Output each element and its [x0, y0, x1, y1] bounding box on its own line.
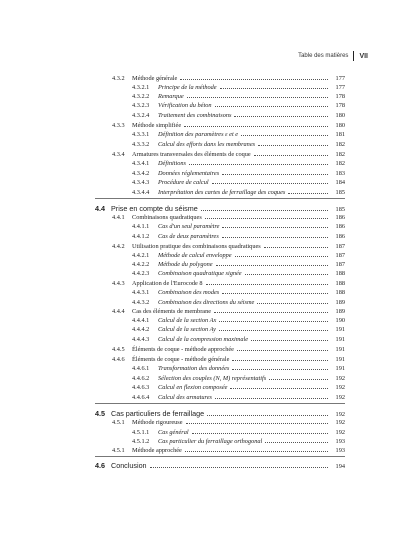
leader-dots — [257, 303, 328, 304]
toc-entry[interactable] — [132, 83, 345, 92]
leader-dots — [241, 135, 328, 136]
toc-entry[interactable] — [112, 355, 345, 364]
leader-dots — [237, 350, 328, 351]
leader-dots — [232, 369, 328, 370]
toc-entry[interactable] — [132, 325, 345, 334]
entry-title: Calcul des efforts dans les membranes — [158, 141, 256, 148]
entry-number: 4.4.2.1 — [132, 252, 150, 259]
entry-number: 4.3.2.3 — [132, 102, 150, 109]
leader-dots — [180, 79, 328, 80]
entry-page: 182 — [335, 141, 345, 148]
toc-entry[interactable] — [112, 150, 345, 159]
section-number: 4.4 — [95, 204, 105, 213]
entry-page: 187 — [335, 252, 345, 259]
toc-entry[interactable] — [112, 242, 345, 251]
leader-dots — [207, 415, 328, 416]
entry-title: Calcul de la section Ax — [158, 317, 217, 324]
leader-dots — [215, 106, 328, 107]
entry-page: 189 — [335, 299, 345, 306]
entry-page: 187 — [335, 243, 345, 250]
leader-dots — [232, 360, 328, 361]
toc-entry[interactable] — [132, 169, 345, 178]
entry-title: Combinaison des directions du séisme — [158, 299, 255, 306]
entry-page: 187 — [335, 261, 345, 268]
leader-dots — [186, 423, 328, 424]
toc-section[interactable] — [95, 203, 345, 214]
entry-number: 4.3.4.1 — [132, 160, 150, 167]
leader-dots — [234, 116, 328, 117]
section-rule — [95, 403, 345, 404]
leader-dots — [235, 256, 328, 257]
leader-dots — [219, 321, 328, 322]
entry-page: 193 — [335, 447, 345, 454]
entry-title: Cas général — [158, 429, 189, 436]
entry-page: 178 — [335, 102, 345, 109]
entry-title: Méthode approchée — [132, 447, 182, 454]
entry-page: 191 — [335, 356, 345, 363]
section-page: 192 — [335, 411, 345, 418]
toc-entry[interactable] — [132, 222, 345, 231]
entry-title: Définitions — [158, 160, 186, 167]
entry-page: 186 — [335, 214, 345, 221]
entry-number: 4.3.2.4 — [132, 112, 150, 119]
section-rule — [95, 198, 345, 199]
toc-entry[interactable] — [132, 260, 345, 269]
leader-dots — [184, 126, 328, 127]
section-rule — [95, 456, 345, 457]
toc-entry[interactable] — [132, 288, 345, 297]
entry-page: 191 — [335, 336, 345, 343]
leader-dots — [251, 340, 328, 341]
section-page: 194 — [335, 463, 345, 470]
toc-section[interactable] — [95, 460, 345, 471]
toc-entry[interactable] — [112, 307, 345, 316]
toc-entry[interactable] — [112, 418, 345, 427]
header-divider — [353, 51, 354, 61]
entry-page: 184 — [335, 179, 345, 186]
entry-title: Calcul en flexion composée — [158, 384, 228, 391]
leader-dots — [222, 174, 328, 175]
page-number: VII — [359, 52, 368, 60]
entry-number: 4.3.4.2 — [132, 170, 150, 177]
section-number: 4.6 — [95, 461, 105, 470]
entry-page: 191 — [335, 346, 345, 353]
entry-number: 4.4.3.1 — [132, 289, 150, 296]
leader-dots — [192, 433, 328, 434]
toc-entry[interactable] — [112, 74, 345, 83]
entry-title: Vérification du béton — [158, 102, 212, 109]
entry-title: Méthode simplifiée — [132, 122, 182, 129]
leader-dots — [205, 218, 328, 219]
entry-title: Calcul de la section Ay — [158, 326, 216, 333]
entry-number: 4.4.6.2 — [132, 375, 150, 382]
entry-number: 4.4.1 — [112, 214, 125, 221]
leader-dots — [288, 193, 328, 194]
entry-page: 177 — [335, 75, 345, 82]
entry-page: 192 — [335, 384, 345, 391]
entry-number: 4.5.1 — [112, 419, 125, 426]
entry-title: Calcul de la compression maximale — [158, 336, 249, 343]
leader-dots — [258, 145, 328, 146]
entry-title: Cas d'un seul paramètre — [158, 223, 220, 230]
entry-page: 192 — [335, 429, 345, 436]
section-page: 185 — [335, 206, 345, 213]
entry-number: 4.5.1.2 — [132, 438, 150, 445]
entry-page: 193 — [335, 438, 345, 445]
entry-page: 191 — [335, 326, 345, 333]
entry-title: Données réglementaires — [158, 170, 220, 177]
toc-entry[interactable] — [132, 364, 345, 373]
entry-number: 4.5.1.1 — [132, 429, 150, 436]
toc-entry[interactable] — [132, 130, 345, 139]
entry-number: 4.3.3.2 — [132, 141, 150, 148]
toc-entry[interactable] — [132, 178, 345, 187]
entry-number: 4.4.2.2 — [132, 261, 150, 268]
entry-title: Méthode de calcul enveloppe — [158, 252, 232, 259]
leader-dots — [245, 274, 328, 275]
leader-dots — [187, 97, 328, 98]
entry-title: Combinaisons quadratiques — [132, 214, 202, 221]
toc-section[interactable] — [95, 408, 345, 419]
entry-title: Combinaison des modes — [158, 289, 220, 296]
entry-page: 190 — [335, 317, 345, 324]
toc-entry[interactable] — [132, 374, 345, 383]
entry-page: 189 — [335, 308, 345, 315]
leader-dots — [220, 88, 328, 89]
leader-dots — [214, 312, 328, 313]
toc-entry[interactable] — [112, 213, 345, 222]
entry-page: 177 — [335, 84, 345, 91]
leader-dots — [269, 379, 328, 380]
toc-entry[interactable] — [132, 251, 345, 260]
entry-number: 4.4.6.1 — [132, 365, 150, 372]
leader-dots — [219, 330, 328, 331]
leader-dots — [215, 398, 328, 399]
entry-title: Définition des paramètres ε et e — [158, 131, 239, 138]
entry-title: Principe de la méthode — [158, 84, 217, 91]
entry-title: Cas particulier du ferraillage orthogonal — [158, 438, 263, 445]
entry-number: 4.5.1 — [112, 447, 125, 454]
entry-page: 180 — [335, 122, 345, 129]
entry-number: 4.4.4.1 — [132, 317, 150, 324]
toc-entry[interactable] — [112, 446, 345, 455]
toc-entry[interactable] — [132, 428, 345, 437]
toc-entry[interactable] — [132, 232, 345, 241]
toc-entry[interactable] — [112, 121, 345, 130]
entry-number: 4.4.4.3 — [132, 336, 150, 343]
entry-number: 4.3.4 — [112, 151, 125, 158]
entry-number: 4.4.1.1 — [132, 223, 150, 230]
entry-page: 186 — [335, 233, 345, 240]
entry-page: 192 — [335, 394, 345, 401]
leader-dots — [206, 284, 328, 285]
entry-title: Méthode du polygone — [158, 261, 213, 268]
leader-dots — [222, 237, 328, 238]
leader-dots — [222, 293, 328, 294]
entry-number: 4.4.2.3 — [132, 270, 150, 277]
toc-entry[interactable] — [132, 159, 345, 168]
entry-number: 4.3.3.1 — [132, 131, 150, 138]
toc-entry[interactable] — [132, 92, 345, 101]
entry-title: Transformation des données — [158, 365, 230, 372]
entry-title: Application de l'Eurocode 8 — [132, 280, 203, 287]
leader-dots — [230, 388, 328, 389]
entry-page: 188 — [335, 280, 345, 287]
section-title: Conclusion — [111, 461, 147, 470]
running-header — [298, 51, 368, 61]
entry-page: 185 — [335, 189, 345, 196]
entry-page: 188 — [335, 289, 345, 296]
entry-page: 182 — [335, 151, 345, 158]
entry-number: 4.4.6 — [112, 356, 125, 363]
toc-entry[interactable] — [112, 345, 345, 354]
toc-entry[interactable] — [132, 101, 345, 110]
entry-page: 178 — [335, 93, 345, 100]
entry-title: Éléments de coque - méthode générale — [132, 356, 230, 363]
section-title: Prise en compte du séisme — [111, 204, 198, 213]
entry-number: 4.4.6.4 — [132, 394, 150, 401]
entry-number: 4.4.4.2 — [132, 326, 150, 333]
section-title: Cas particuliers de ferraillage — [111, 409, 205, 418]
leader-dots — [254, 155, 328, 156]
entry-title: Procédure de calcul — [158, 179, 209, 186]
entry-number: 4.4.5 — [112, 346, 125, 353]
entry-number: 4.3.2.2 — [132, 93, 150, 100]
leader-dots — [185, 451, 328, 452]
entry-title: Calcul des armatures — [158, 394, 212, 401]
entry-number: 4.3.4.4 — [132, 189, 150, 196]
entry-number: 4.3.4.3 — [132, 179, 150, 186]
entry-page: 192 — [335, 375, 345, 382]
toc-entry[interactable] — [132, 316, 345, 325]
leader-dots — [201, 210, 328, 211]
entry-title: Armatures transversales des éléments de coque — [132, 151, 251, 158]
entry-title: Sélection des couples (N, M) représentatifs — [158, 375, 267, 382]
entry-number: 4.4.4 — [112, 308, 125, 315]
toc-entry[interactable] — [132, 111, 345, 120]
toc-entry[interactable] — [132, 269, 345, 278]
entry-title: Méthode générale — [132, 75, 178, 82]
entry-title: Méthode rigoureuse — [132, 419, 183, 426]
entry-number: 4.4.6.3 — [132, 384, 150, 391]
entry-title: Utilisation pratique des combinaisons quadratiques — [132, 243, 261, 250]
entry-page: 188 — [335, 270, 345, 277]
leader-dots — [264, 247, 328, 248]
leader-dots — [189, 164, 328, 165]
entry-title: Remarque — [158, 93, 184, 100]
leader-dots — [212, 183, 328, 184]
entry-page: 191 — [335, 365, 345, 372]
leader-dots — [222, 227, 328, 228]
entry-number: 4.4.2 — [112, 243, 125, 250]
entry-number: 4.4.3.2 — [132, 299, 150, 306]
entry-page: 182 — [335, 160, 345, 167]
entry-number: 4.4.1.2 — [132, 233, 150, 240]
toc-entry[interactable] — [132, 298, 345, 307]
section-number: 4.5 — [95, 409, 105, 418]
toc-entry[interactable] — [132, 140, 345, 149]
toc-entry[interactable] — [132, 393, 345, 402]
toc-entry[interactable] — [132, 383, 345, 392]
entry-page: 192 — [335, 419, 345, 426]
entry-title: Éléments de coque - méthode approchée — [132, 346, 234, 353]
leader-dots — [265, 442, 328, 443]
entry-title: Traitement des combinaisons — [158, 112, 232, 119]
entry-title: Cas des éléments de membrane — [132, 308, 212, 315]
entry-page: 180 — [335, 112, 345, 119]
toc-entry[interactable] — [132, 335, 345, 344]
entry-page: 181 — [335, 131, 345, 138]
toc-entry[interactable] — [112, 279, 345, 288]
leader-dots — [216, 265, 328, 266]
running-title: Table des matières — [298, 53, 349, 59]
entry-title: Cas de deux paramètres — [158, 233, 219, 240]
entry-number: 4.3.2.1 — [132, 84, 150, 91]
entry-page: 186 — [335, 223, 345, 230]
toc-entry[interactable] — [132, 437, 345, 446]
entry-number: 4.3.2 — [112, 75, 125, 82]
entry-title: Interprétation des cartes de ferraillage des coques — [158, 189, 286, 196]
entry-number: 4.4.3 — [112, 280, 125, 287]
leader-dots — [150, 467, 328, 468]
toc-entry[interactable] — [132, 188, 345, 197]
entry-page: 183 — [335, 170, 345, 177]
entry-number: 4.3.3 — [112, 122, 125, 129]
entry-title: Combinaison quadratique signée — [158, 270, 242, 277]
